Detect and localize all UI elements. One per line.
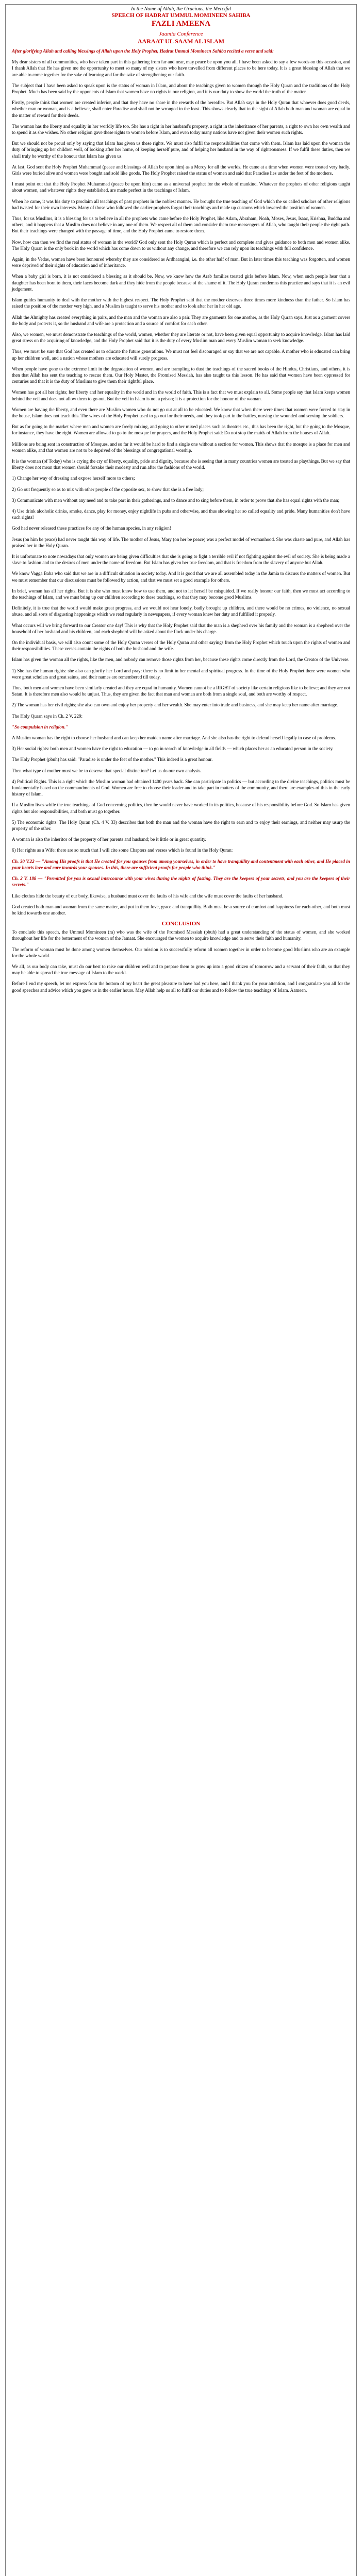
body-paragraph: The Holy Quran says in Ch. 2 V. 229: — [12, 713, 83, 719]
body-paragraph: Then what type of mother must we be to deserve that special distinction? Let us do our own analysis. — [12, 768, 202, 773]
conclusion-heading: CONCLUSION — [161, 921, 201, 927]
body-paragraph: 3) Communicate with men without any need and to take part in their gatherings, and to dance and to sing before them, in order to prove that she has equal rights with the man; — [12, 497, 340, 503]
body-paragraph: Again, in the Vedas, women have been honoured whereby they are considered as Ardhaangini, i.e. the other half of man. But in later times this teaching was forgotten, and women were deprived of their rights of education and of inheritance. — [12, 257, 350, 268]
body-paragraph: On the individual basis, we will also count some of the Holy Quran verses of the Holy Quran and other sayings from the Holy Prophet which touch upon the rights of women and their responsibilities. These verses contain the rights of both the husband and the wife. — [12, 640, 350, 652]
body-paragraph: It is unfortunate to note nowadays that only women are being given difficulties that she is going to fight a terrible evil if not fighting against the evil of society. She is being made a slave to fashion and to the desires of men under the name of freedom. But Islam has given her true freedom, and that is freedom from the slavery of anyone but Allah. — [12, 553, 350, 566]
greeting-heading: AARAAT UL SAAM AL ISLAM — [137, 38, 225, 45]
body-paragraph: The Holy Prophet (pbuh) has said: "Paradise is under the feet of the mother." This indeed is a great honour. — [12, 757, 213, 762]
body-paragraph: Thus, both men and women have been similarly created and they are equal in humanity. Women cannot be a RIGHT of society like certain religions like to believe; and they are not Satan. It is therefore men also would be unjust. Thus, they are given the fact that man and woman are both from a single soul, and both are worthy of respect. — [12, 685, 350, 697]
body-paragraph: 5) The economic rights. The Holy Quran (Ch. 4 V. 33) describes that both the man and the woman have the right to earn and to enjoy their earnings, and neither may usurp the property of the other. — [12, 819, 350, 832]
body-paragraph: A woman is also the inheritor of the property of her parents and husband; be it little or in great quantity. — [12, 837, 206, 842]
body-paragraph: Firstly, people think that women are created inferior, and that they have no share in the rewards of the hereafter. But Allah says in the Holy Quran that whoever does good deeds, whether man or woman, and is a believer, shall enter Paradise and shall not be wronged in the least. This shows clearly that in the sight of Allah both man and woman are equal in the matter of reward for their deeds. — [12, 100, 350, 118]
body-paragraph: Jesus (on him be peace) had never taught this way of life. The mother of Jesus, Mary (on her be peace) was a perfect model of womanhood. She was chaste and pure, and Allah has praised her in the Holy Quran. — [12, 536, 350, 548]
body-paragraph: Also, we women, we must demonstrate the teachings of the world, women, whether they are literate or not, have been given equal opportunity to acquire knowledge. Islam has laid great stress on the acquiring of knowledge, and the Holy Prophet said that it is the duty of every Muslim man and every Muslim woman to seek knowledge. — [12, 331, 350, 344]
body-paragraph: The woman has the liberty and equality in her worldly life too. She has a right in her husband's property, a right in the inheritance of her parents, a right to own her own wealth and to spend it as she wishes. No other religion gave these rights to women before Islam, and even today many nations have not given their women such rights. — [12, 123, 350, 135]
body-paragraph: Islam guides humanity to deal with the mother with the highest respect. The Holy Prophet said that the mother deserves three times more kindness than the father. So Islam has raised the position of the mother very high, and a Muslim is taught to serve his mother and to look after her in her old age. — [12, 297, 350, 309]
body-paragraph: Thus, for us Muslims, it is a blessing for us to believe in all the prophets who came before the Holy Prophet, like Adam, Abraham, Noah, Moses, Jesus, Isaac, Krishna, Buddha and others, and it happens that a Muslim does not believe in any one of them. We respect all of them and consider them true messengers of Allah, who taught their people the right path. But their teachings were changed with the passage of time, and the Holy Prophet came to restore them. — [12, 216, 350, 234]
body-paragraph: But we should not be proud only by saying that Islam has given us these rights. We must also fulfil the responsibilities that come with them. Islam has laid upon the woman the duty of bringing up her children well, of looking after her home, of keeping herself pure, and of helping her husband in the way of righteousness. If we fulfil these duties, then we shall truly be worthy of the honour that Islam has given us. — [12, 141, 350, 159]
body-paragraph: I must point out that the Holy Prophet Muhammad (peace be upon him) came as a universal prophet for the whole of mankind. Whatever the prophets of other religions taught about women, and whatever rights they established, are made perfect in the teachings of Islam. — [12, 181, 350, 193]
body-paragraph: It is the woman (of Today) who is crying the cry of liberty, equality, pride and dignity, because she is seeing that in many countries women are treated as playthings. But we say that liberty does not mean that women should forsake their modesty and run after the fashions of the world. — [12, 458, 350, 470]
body-paragraph: A Muslim woman has the right to choose her husband and can keep her maiden name after marriage. And she also has the right to defend herself legally in case of problems. — [12, 735, 336, 741]
body-paragraph: When he came, it was his duty to proclaim all teachings of past prophets in the noblest manner. He brought the true teaching of God which the so called scholars of other religions had twisted for their own interests. Many of those who followed the earlier prophets forgot their teachings and made up customs which lowered the position of women. — [12, 198, 350, 210]
quote-paragraph: Ch. 2 V. 188 — "Permitted for you is sexual intercourse with your wives during the nights of fasting. They are the keepers of your secrets, and you are the keepers of their secrets." — [12, 876, 350, 888]
body-paragraph: My dear sisters of all communities, who have taken part in this gathering from far and near, may peace be upon you all. I have been asked to say a few words on this occasion, and I thank Allah that He has given me the opportunity to meet so many of my sisters who have travelled from different places to be here today. It is a great blessing of Allah that we are able to come together for the sake of learning and for the sake of strengthening our faith. — [12, 59, 350, 77]
body-paragraph: If a Muslim lives while the true teachings of God concerning politics, then he would never have worked in its politics, because of his responsibility before God. So Islam has given rights but also responsibilities, and both must go together. — [12, 802, 350, 814]
body-paragraph: Allah the Almighty has created everything in pairs, and the man and the woman are also a pair. They are garments for one another, as the Holy Quran says. Just as a garment covers the body and protects it, so the husband and wife are a protection and a source of comfort for each other. — [12, 314, 350, 326]
body-paragraph: The reform of woman must be done among women themselves. Our mission is to successfully reform all women together in order to become good Muslims who are an example for the whole world. — [12, 946, 350, 958]
body-paragraph: 2) Go out frequently so as to mix with other people of the opposite sex, to show that she is a free lady; — [12, 486, 204, 492]
document-frame — [5, 4, 357, 2576]
body-paragraph: Now, how can then we find the real status of woman in the world? God only sent the Holy Quran which is perfect and complete and gives guidance to both men and women alike. The Holy Quran is the only book in the world which has come down to us without any change, and therefore we can rely upon its teachings with full confidence. — [12, 239, 350, 251]
body-paragraph: Like clothes hide the beauty of our body, likewise, a husband must cover the faults of his wife and the wife must cover the faults of her husband. — [12, 893, 284, 899]
quote-paragraph: Ch. 30 V.22 — "Among His proofs is that He created for you spouses from among yourselves, in order to have tranquillity and contentment with each other, and He placed in your hearts love and care towards your spouses. In this, there are sufficient proofs for people who think." — [12, 858, 350, 870]
body-paragraph: What occurs will we bring forward to our Creator one day! This is why that the Holy Prophet said that the man is a shepherd over his family and the woman is a shepherd over the household of her husband and his children, and each shepherd will be asked about the flock under his charge. — [12, 622, 350, 634]
body-paragraph: God created both man and woman from the same matter, and put in them love, grace and tranquillity. Both must be a source of comfort and happiness for each other, and both must be kind towards one another. — [12, 904, 350, 916]
body-paragraph: When a baby girl is born, it is not considered a blessing as it should be. Now, we know how the Arab families treated girls before Islam. Now, when such people hear that a daughter has been born to them, their faces become dark and they hide from the people because of the shame of it. The Holy Quran condemns this practice and says that it is an evil judgement. — [12, 274, 350, 292]
body-paragraph: We know Vagga Baba who said that we are in a difficult situation in society today. And it is good that we are all assembled today in the Jamia to discuss the matters of women. But we must remember that our discussions must be followed by action, and that we must set a good example for others. — [12, 571, 350, 583]
body-paragraph: God had never released these practices for any of the human species, in any religion! — [12, 526, 171, 531]
body-paragraph: Definitely, it is true that the world would make great progress, and we would not hear lonely, badly brought up children, and there would be no crimes, no violence, no sexual abuse, and all sorts of disgusting happenings which we read regularly in newspapers, if every woman knew her duty and fulfilled it properly. — [12, 605, 350, 617]
body-paragraph: 1) Change her way of dressing and expose herself more to others; — [12, 476, 135, 481]
body-paragraph: To conclude this speech, the Ummul Momineen (ra) who was the wife of the Promised Messiah (pbuh) had a great understanding of the status of women, and she worked throughout her life for the betterment of the women of the Jamaat. She encouraged the women to acquire knowledge and to serve their faith and humanity. — [12, 929, 350, 941]
quote-paragraph: "So compulsion in religion." — [12, 724, 69, 730]
document-content — [12, 6, 350, 998]
body-paragraph: Thus, we must be sure that God has created us to educate the future generations. We must not feel discouraged or say that we are not capable. A mother who is educated can bring up her children well, and a nation whose mothers are educated will surely progress. — [12, 349, 350, 361]
body-paragraph: Before I end my speech, let me express from the bottom of my heart the great pleasure to have had you here, and I thank you for your attention, and I congratulate you all for the good speeches and advice which you gave us in the earlier hours. May Allah help us all to fulfil our duties and to follow the true teachings of Islam. Aameen. — [12, 981, 350, 993]
body-paragraph: The subject that I have been asked to speak upon is the status of woman in Islam, and about the teachings given to women through the Holy Quran and the traditions of the Holy Prophet. Much has been said by the opponents of Islam that women have no rights in our religion, and it is our duty to show the world the truth of the matter. — [12, 82, 350, 95]
body-paragraph: Millions are being sent in construction of Mosques, and so far it would be hard to find a single one without a section for women. This shows that the mosque is a place for men and women alike, and that women are not to be deprived of the blessings of congregational worship. — [12, 441, 350, 453]
body-paragraph: At last, God sent the Holy Prophet Muhammad (peace and blessings of Allah be upon him) as a Mercy for all the worlds. He came at a time when women were treated very badly. Girls were buried alive and women were bought and sold like goods. The Holy Prophet raised the status of women and said that Paradise lies under the feet of the mothers. — [12, 164, 350, 176]
body-paragraph: 3) Her social rights: both men and women have the right to education — to go in search of knowledge in all fields — which places her as an educated person in the society. — [12, 746, 334, 752]
body-paragraph: 2) The woman has her civil rights; she also can own and enjoy her property and her wealth. She may enter into trade and business, and she may keep her name after marriage. — [12, 702, 338, 708]
bismillah-line: In the Name of Allah, the Gracious, the Merciful — [131, 6, 231, 12]
body-paragraph: 1) She has the human rights: she also can glorify her Lord and pray: there is no limit in her mental and spiritual progress. In the time of the Holy Prophet there were women who were great scholars and great saints, and their names are remembered till today. — [12, 668, 350, 680]
quote-paragraph: After glorifying Allah and calling blessings of Allah upon the Holy Prophet, Hadrat Ummul Momineen Sahiba recited a verse and said: — [12, 48, 274, 54]
body-paragraph: 4) Use drink alcoholic drinks, smoke, dance, play for money, enjoy nightlife in pubs and otherwise, and thus showing her so called equality and pride. Many humanities don't have such rights! — [12, 508, 350, 520]
speech-title: SPEECH OF HADRAT UMMUL MOMINEEN SAHIBA — [111, 12, 251, 19]
body-paragraph: We all, as our body can take, must do our best to raise our children well and to prepare them to grow up into a good citizen of tomorrow and a servant of their faith, so that they may be able to spread the true message of Islam to the world. — [12, 963, 350, 976]
body-paragraph: 4) Political Rights. This is a right which the Muslim woman had obtained 1400 years back. She can participate in politics — but according to the divine teachings, politics must be fundamentally based on the commandments of God. Women are free to choose their leader and to take part in matters of the community, and there are examples of this in the early history of Islam. — [12, 778, 350, 797]
body-paragraph: But as for going to the market where men and women are freely mixing, and going to other mixed places such as theatres etc., this has been the right, but the going to the Mosque, for instance, they have the right. Women are allowed to go to the mosque for prayers, and the Holy Prophet said: Do not stop the maids of Allah from the houses of Allah. — [12, 424, 350, 436]
body-paragraph: In brief, woman has all her rights. But it is she who must know how to use them, and not to let herself be misguided. If we really honour our faith, then we must act according to the teachings of Islam, and we must bring up our children according to these teachings, so that they may become good Muslims. — [12, 588, 350, 600]
intro-heading: Jaamia Conference — [159, 31, 203, 37]
body-paragraph: 6) Her rights as a Wife: there are so much that I will cite some Chapters and verses which is found in the Holy Quran: — [12, 848, 233, 853]
body-paragraph: When people have gone to the extreme limit in the degradation of women, and are trampling to dust the teachings of the sacred books of the Hindus, Christians, and others, it is then that Allah has sent the teaching to rescue them. Our Holy Master, the Promised Messiah, has also taught us this lesson. He has said that women have been oppressed for centuries and that it is the duty of Muslims to give them their rightful place. — [12, 366, 350, 384]
body-paragraph: Women has got all her rights; her liberty and her equality in the world and in the world of faith. This is a fact that we must explain to all. Some people say that Islam keeps women behind the veil and does not allow them to go out. But the veil in Islam is not a prison; it is a protection for the honour of the woman. — [12, 389, 350, 401]
body-paragraph: Women are having the liberty, and even there are Muslim women who do not go out at all to be educated. We know that when there were times that women were forced to stay in the house, Islam does not teach this. The wives of the Holy Prophet used to go out for their needs, and they took part in the battles, nursing the wounded and serving the soldiers. — [12, 406, 350, 418]
speech-body — [12, 48, 350, 993]
body-paragraph: Islam has given the woman all the rights, like the men, and nobody can remove those rights from her, because these rights come directly from the Lord, the Creator of the Universe. — [12, 657, 350, 663]
speech-author: FAZLI AMEENA — [151, 20, 211, 28]
